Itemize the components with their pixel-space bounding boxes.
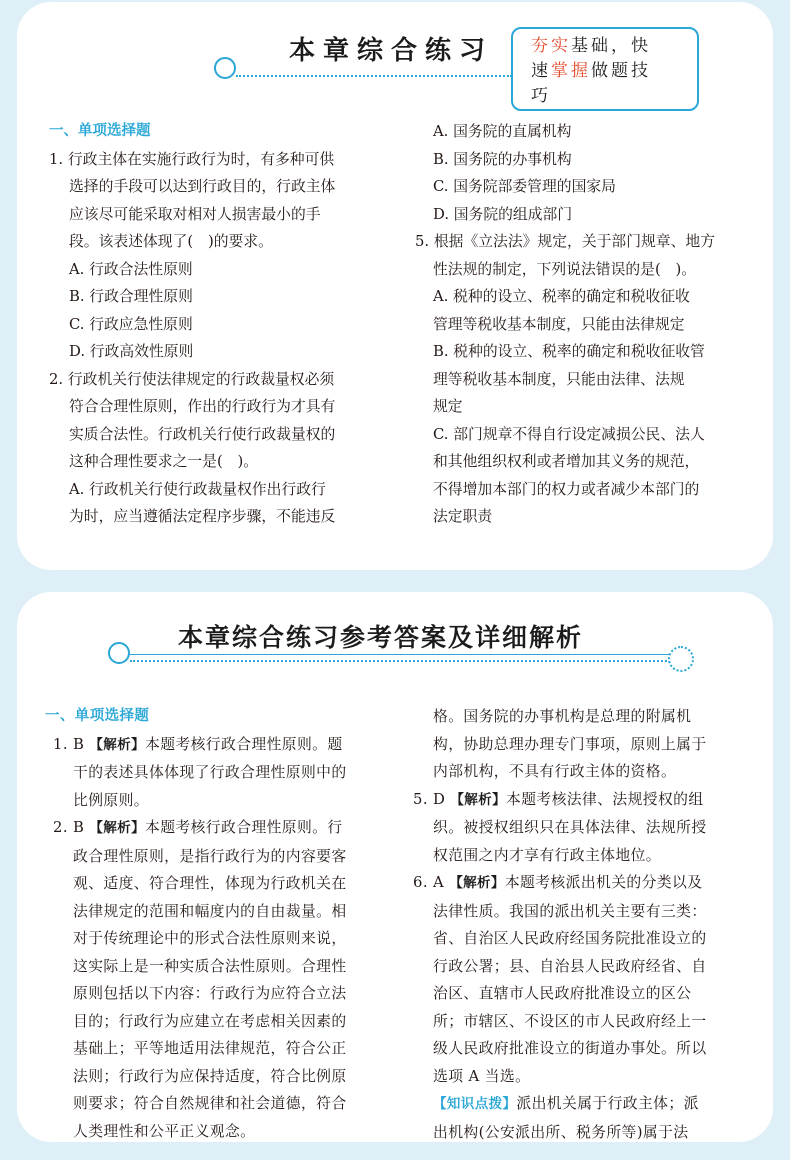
option-text: C. 国务院部委管理的国家局 <box>433 178 616 195</box>
analysis-tag: 【解析】 <box>89 820 146 836</box>
question-number: 5. <box>415 233 430 250</box>
tip-text: 巧 <box>531 86 551 106</box>
title-dotted-line <box>130 660 670 662</box>
option-text: 管理等税收基本制度，只能由法律规定 <box>433 315 685 333</box>
answer-text: 选项 A 当选。 <box>433 1067 531 1085</box>
option-text: B. 行政合理性原则 <box>69 288 193 305</box>
answer-text: 格。国务院的办事机构是总理的附属机 <box>433 708 692 725</box>
dotted-circle-icon <box>668 646 694 672</box>
answer-text: 级人民政府批准设立的街道办事处。所以 <box>433 1040 707 1057</box>
answer-text: 法律规定的范围和幅度内的自由裁量。相 <box>73 902 347 920</box>
answer-text: 观、适度、符合理性，体现为行政机关在 <box>73 875 347 892</box>
answer-text: 权范围之内才享有行政主体地位。 <box>433 846 661 864</box>
option-text: A. 行政合法性原则 <box>69 260 193 278</box>
answer-text: 本题考核派出机关的分类以及 <box>504 874 703 891</box>
answer-text: 基础上；平等地适用法律规范，符合公正 <box>73 1040 347 1057</box>
question-text: 行政主体在实施行政行为时，有多种可供 <box>67 150 335 168</box>
option-text: D. 国务院的组成部门 <box>433 205 573 223</box>
knowledge-tag: 【知识点拨】 <box>433 1096 517 1112</box>
option-text: 不得增加本部门的权力或者减少本部门的 <box>433 480 700 498</box>
option-text: 理等税收基本制度，只能由法律、法规 <box>433 370 685 388</box>
answer-text: 政合理性原则，是指行政行为的内容要客 <box>73 847 347 865</box>
option-text: A. 行政机关行使行政裁量权作出行政行 <box>69 480 326 498</box>
tip-text: 基础，快 <box>571 36 651 56</box>
answer-text: 所；市辖区、不设区的市人民政府经上一 <box>433 1012 707 1030</box>
question-text: 段。该表述体现了( )的要求。 <box>69 233 273 250</box>
answer-text: 内部机构，不具有行政主体的资格。 <box>433 763 677 780</box>
question-2 <box>49 366 385 394</box>
answer-number: 1. B <box>53 735 85 753</box>
answer-number: 6. A <box>413 874 445 891</box>
option-text: 为时，应当遵循法定程序步骤，不能违反 <box>69 508 336 525</box>
answer-number: 5. D <box>413 790 446 808</box>
question-text: 符合合理性原则，作出的行政行为才具有 <box>69 398 336 415</box>
option-text: B. 税种的设立、税率的确定和税收征收管 <box>433 343 705 360</box>
section-heading: 一、单项选择题 <box>49 123 151 139</box>
answer-text: 构，协助总理办理专门事项，原则上属于 <box>433 735 707 753</box>
analysis-tag: 【解析】 <box>450 791 507 808</box>
title-underline <box>130 654 670 655</box>
title-dotted-line <box>236 75 512 77</box>
question-text: 选择的手段可以达到行政目的，行政主体 <box>69 178 336 195</box>
answers-left-column <box>45 703 387 1145</box>
answer-text: 派出机关属于行政主体；派 <box>516 1095 699 1112</box>
option-text: D. 行政高效性原则 <box>69 343 194 360</box>
answer-text: 人类理性和公平正义观念。 <box>73 1122 256 1140</box>
question-1 <box>49 146 385 174</box>
question-text: 性法规的制定，下列说法错误的是( )。 <box>433 260 697 278</box>
answer-text: 本题考核行政合理性原则。题 <box>145 735 343 753</box>
answer-text: 本题考核行政合理性原则。行 <box>145 819 343 836</box>
analysis-tag: 【解析】 <box>89 736 146 753</box>
tip-text: 速 <box>531 61 551 81</box>
answer-text: 干的表述具体体现了行政合理性原则中的 <box>73 764 347 781</box>
practice-right-column <box>415 118 755 531</box>
title-circle-icon <box>214 57 236 79</box>
answer-1 <box>53 731 387 760</box>
answer-text: 比例原则。 <box>73 791 149 809</box>
answer-text: 行政公署；县、自治县人民政府经省、自 <box>433 957 707 975</box>
question-text: 行政机关行使法律规定的行政裁量权必须 <box>67 370 335 388</box>
answer-text: 治区、直辖市人民政府批准设立的区公 <box>433 985 692 1002</box>
answer-text: 这实际上是一种实质合法性原则。合理性 <box>73 957 347 975</box>
tip-highlight: 掌握 <box>551 61 591 81</box>
option-text: 规定 <box>433 398 463 415</box>
option-text: 和其他组织权利或者增加其义务的规范， <box>433 453 700 470</box>
section-heading: 一、单项选择题 <box>45 708 150 724</box>
question-number: 1. <box>49 150 64 168</box>
tip-text: 做题技 <box>591 61 651 81</box>
question-text: 应该尽可能采取对相对人损害最小的手 <box>69 205 321 223</box>
option-text: 法定职责 <box>433 508 493 525</box>
question-text: 根据《立法法》规定，关于部门规章、地方 <box>433 233 715 250</box>
option-text: C. 部门规章不得自行设定减损公民、法人 <box>433 425 705 443</box>
answer-5 <box>413 786 757 815</box>
option-text: C. 行政应急性原则 <box>69 315 193 333</box>
answer-text: 法则；行政行为应保持适度，符合比例原 <box>73 1067 347 1085</box>
question-5 <box>415 228 755 256</box>
analysis-tag: 【解析】 <box>449 875 505 891</box>
question-text: 这种合理性要求之一是( )。 <box>69 453 259 470</box>
answer-text: 出机构(公安派出所、税务所等)属于法 <box>433 1123 689 1141</box>
practice-left-column <box>49 118 385 531</box>
answer-2 <box>53 814 387 843</box>
answer-text: 则要求；符合自然规律和社会道德，符合 <box>73 1095 347 1112</box>
option-text: A. 税种的设立、税率的确定和税收征收 <box>433 288 690 305</box>
option-text: B. 国务院的办事机构 <box>433 150 572 168</box>
answers-title: 本章综合练习参考答案及详细解析 <box>178 623 584 652</box>
answer-text: 省、自治区人民政府经国务院批准设立的 <box>433 930 707 947</box>
title-circle-icon <box>108 642 130 664</box>
answer-text: 对于传统理论中的形式合法性原则来说， <box>73 930 347 947</box>
answers-right-column <box>413 703 757 1146</box>
answer-text: 目的；行政行为应建立在考虑相关因素的 <box>73 1012 347 1030</box>
knowledge-tip <box>413 1090 757 1119</box>
answer-text: 法律性质。我国的派出机关主要有三类： <box>433 902 707 920</box>
answer-text: 本题考核法律、法规授权的组 <box>506 790 704 808</box>
tip-box <box>511 27 699 111</box>
tip-highlight: 夯实 <box>531 36 571 56</box>
practice-title: 本章综合练习 <box>289 36 494 66</box>
question-text: 实质合法性。行政机关行使行政裁量权的 <box>69 425 336 443</box>
answer-number: 2. B <box>53 819 85 836</box>
answer-6 <box>413 869 757 898</box>
question-number: 2. <box>49 370 64 388</box>
answer-text: 织。被授权组织只在具体法律、法规所授 <box>433 819 707 836</box>
answer-text: 原则包括以下内容：行政行为应符合立法 <box>73 985 347 1002</box>
option-text: A. 国务院的直属机构 <box>433 123 572 140</box>
